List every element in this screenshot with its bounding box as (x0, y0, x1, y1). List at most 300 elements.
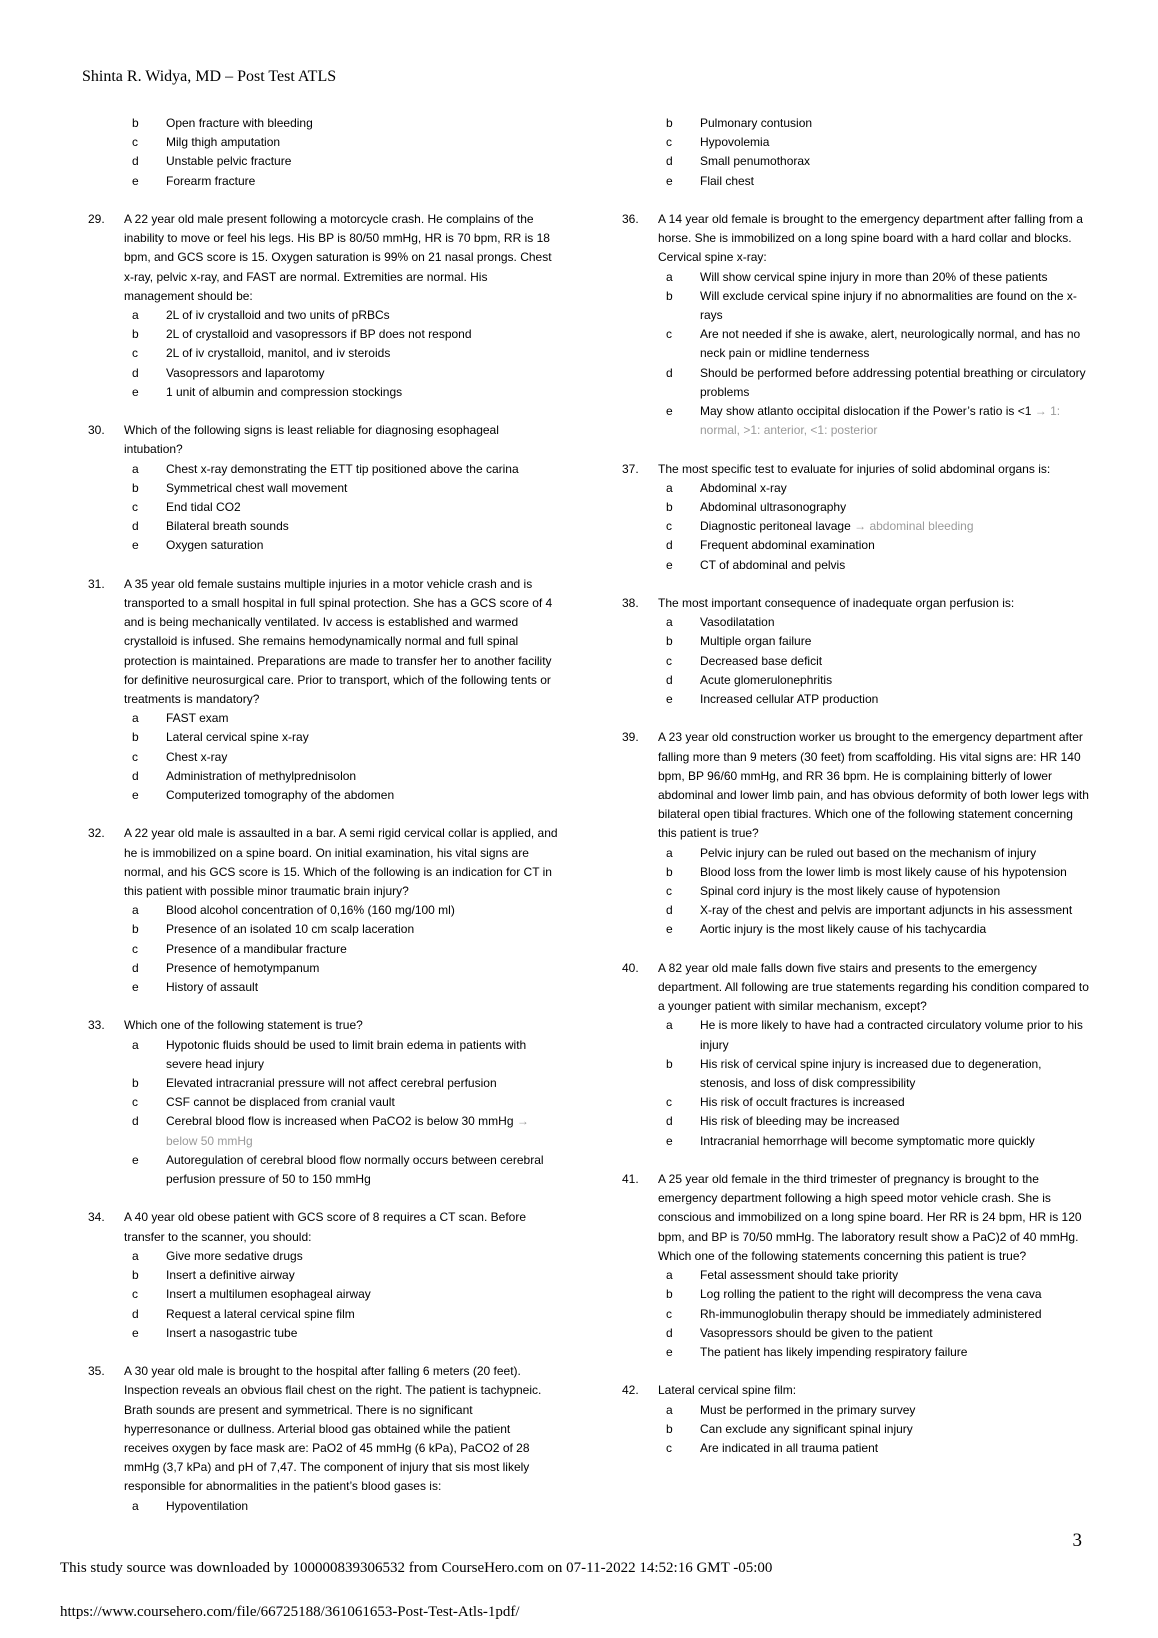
option-letter: c (666, 884, 672, 899)
option-letter: e (132, 384, 139, 399)
answer-option (658, 632, 1092, 651)
option-label: His risk of occult fractures is increased (700, 1095, 905, 1110)
question-text: Which one of the following statement is true? (124, 1018, 363, 1033)
option-label: Diagnostic peritoneal lavage (700, 519, 851, 534)
answer-option (658, 517, 1092, 536)
answer-option (124, 479, 558, 498)
option-letter: d (666, 154, 673, 169)
option-text (700, 1420, 1092, 1439)
question-number: 33. (88, 1018, 105, 1033)
answer-option (124, 920, 558, 939)
option-label: Abdominal x-ray (700, 480, 787, 495)
option-letter: c (666, 1440, 672, 1455)
answer-option (658, 1132, 1092, 1151)
option-label: Fetal assessment should take priority (700, 1268, 899, 1283)
option-text (166, 786, 558, 805)
question (622, 460, 1092, 575)
option-label: Pelvic injury can be ruled out based on the mechanism of injury (700, 845, 1037, 860)
option-letter: e (666, 1133, 673, 1148)
option-label: Small penumothorax (700, 154, 811, 169)
option-label: Hypoventilation (166, 1498, 249, 1513)
handwritten-note: → 1: normal, >1: anterior, <1: posterior (700, 404, 1061, 438)
answer-option (658, 287, 1092, 325)
page-number: 3 (1072, 1530, 1082, 1551)
answer-option (124, 1093, 558, 1112)
answer-option (658, 114, 1092, 133)
question-text: Lateral cervical spine film: (658, 1383, 797, 1398)
option-label: 2L of iv crystalloid and two units of pRBCs (166, 308, 390, 323)
option-label: Frequent abdominal examination (700, 538, 875, 553)
answer-option (124, 1036, 558, 1074)
option-label: 2L of iv crystalloid, manitol, and iv steroids (166, 346, 391, 361)
answer-option (658, 901, 1092, 920)
option-label: Must be performed in the primary survey (700, 1402, 916, 1417)
option-letter: a (666, 845, 673, 860)
option-text (700, 1055, 1092, 1093)
option-label: Acute glomerulonephritis (700, 672, 833, 687)
option-label: Lateral cervical spine x-ray (166, 730, 309, 745)
answer-option (658, 1055, 1092, 1093)
option-label: Are not needed if she is awake, alert, neurologically normal, and has no neck pain or midline tenderness (700, 327, 1081, 361)
answer-option (124, 1112, 558, 1150)
option-label: CT of abdominal and pelvis (700, 557, 846, 572)
option-letter: b (666, 634, 673, 649)
option-text (700, 1132, 1092, 1151)
option-label: May show atlanto occipital dislocation if the Power’s ratio is <1 (700, 404, 1032, 419)
option-text (166, 536, 558, 555)
question-text: A 82 year old male falls down five stairs and presents to the emergency department. All following are true statements regarding his condition compared to a younger patient with similar mechanism, except? (658, 960, 1089, 1014)
option-letter: b (132, 922, 139, 937)
option-text (166, 479, 558, 498)
option-text (166, 1305, 558, 1324)
answer-option (658, 1016, 1092, 1054)
question-text: A 14 year old female is brought to the emergency department after falling from a horse. She is immobilized on a long spine board with a hard collar and blocks. Cervical spine x-ray: (658, 212, 1083, 265)
option-letter: b (132, 116, 139, 130)
answer-option (124, 517, 558, 536)
option-label: He is more likely to have had a contracted circulatory volume prior to his injury (700, 1018, 1083, 1052)
option-text (700, 114, 1092, 133)
option-label: Vasopressors and laparotomy (166, 365, 325, 380)
answer-option (124, 172, 558, 191)
question (88, 421, 558, 555)
answer-option (658, 1305, 1092, 1324)
option-letter: d (132, 154, 139, 169)
question-number: 30. (88, 423, 105, 438)
option-letter: b (666, 1421, 673, 1436)
option-letter: e (666, 692, 673, 707)
option-label: Administration of methylprednisolon (166, 768, 357, 783)
question-number: 35. (88, 1364, 105, 1379)
option-letter: d (666, 903, 673, 918)
answer-option (658, 268, 1092, 287)
answer-option (658, 671, 1092, 690)
option-label: End tidal CO2 (166, 500, 241, 515)
answer-option (124, 940, 558, 959)
option-label: Blood loss from the lower limb is most likely cause of his hypotension (700, 864, 1067, 879)
option-text (700, 1093, 1092, 1112)
answer-option (124, 1305, 558, 1324)
answer-option (658, 364, 1092, 402)
option-text (700, 1343, 1092, 1362)
left-column (88, 114, 558, 1535)
option-letter: a (132, 711, 139, 726)
option-letter: e (666, 922, 673, 937)
answer-option (124, 709, 558, 728)
answer-option (124, 1324, 558, 1343)
question-number: 32. (88, 826, 105, 841)
option-letter: a (666, 1018, 673, 1033)
question-text: A 40 year old obese patient with GCS score of 8 requires a CT scan. Before transfer to the scanner, you should: (124, 1210, 526, 1244)
option-letter: e (132, 173, 139, 188)
question-number: 41. (622, 1172, 639, 1187)
answer-option (124, 728, 558, 747)
option-letter: c (666, 1306, 672, 1321)
option-text (166, 767, 558, 786)
option-label: Spinal cord injury is the most likely cause of hypotension (700, 884, 1001, 899)
option-label: Flail chest (700, 173, 755, 188)
option-text (700, 1016, 1092, 1054)
answer-option (124, 383, 558, 402)
option-text (700, 556, 1092, 575)
option-letter: e (666, 173, 673, 188)
answer-option (658, 882, 1092, 901)
option-text (166, 1151, 558, 1189)
question-text: A 25 year old female in the third trimester of pregnancy is brought to the emergency department following a high speed motor vehicle crash. She is conscious and immobilized on a long spine board. Her RR is 24 bpm, HR is 120 bpm, and BP is 70/50 mmHg. The laboratory result show a PaC)2 of 40 mmHg. Which one of the following statements concerning this patient is true? (658, 1172, 1082, 1263)
handwritten-note: → below 50 mmHg (166, 1114, 529, 1148)
option-text (700, 325, 1092, 363)
option-text (700, 402, 1092, 440)
option-label: CSF cannot be displaced from cranial vault (166, 1095, 395, 1110)
option-letter: a (132, 903, 139, 918)
option-label: X-ray of the chest and pelvis are important adjuncts in his assessment (700, 903, 1073, 918)
option-label: Milg thigh amputation (166, 135, 281, 150)
option-text (166, 114, 558, 133)
option-label: Aortic injury is the most likely cause of his tachycardia (700, 922, 987, 937)
question-text: Which of the following signs is least reliable for diagnosing esophageal intubation? (124, 423, 499, 457)
question (88, 210, 558, 402)
answer-option (658, 1112, 1092, 1131)
answer-option (124, 152, 558, 171)
option-text (700, 479, 1092, 498)
option-letter: a (666, 615, 673, 630)
answer-option (658, 863, 1092, 882)
answer-option (658, 152, 1092, 171)
answer-option (658, 613, 1092, 632)
option-label: Intracranial hemorrhage will become symptomatic more quickly (700, 1133, 1035, 1148)
answer-option (124, 306, 558, 325)
option-label: Presence of a mandibular fracture (166, 941, 347, 956)
footer-source-notice: This study source was downloaded by 100000839306532 from CourseHero.com on 07-11-2022 14:52:16 GMT -05:00 (60, 1560, 773, 1576)
answer-option (658, 133, 1092, 152)
option-label: Oxygen saturation (166, 538, 264, 553)
option-letter: a (132, 1037, 139, 1052)
answer-option (658, 479, 1092, 498)
option-letter: a (666, 480, 673, 495)
option-text (166, 940, 558, 959)
question (622, 1170, 1092, 1362)
answer-option (124, 1266, 558, 1285)
option-label: Blood alcohol concentration of 0,16% (160 mg/100 ml) (166, 903, 455, 918)
answer-option (658, 1401, 1092, 1420)
option-text (166, 1324, 558, 1343)
option-label: Unstable pelvic fracture (166, 154, 292, 169)
option-letter: c (132, 500, 138, 515)
answer-option (124, 114, 558, 133)
answer-option (124, 460, 558, 479)
option-label: Rh-immunoglobulin therapy should be immediately administered (700, 1306, 1042, 1321)
option-label: Cerebral blood flow is increased when PaCO2 is below 30 mmHg (166, 1114, 514, 1129)
answer-option (658, 172, 1092, 191)
question-number: 42. (622, 1383, 639, 1398)
question-number: 40. (622, 960, 639, 975)
option-label: Open fracture with bleeding (166, 116, 313, 130)
question-number: 29. (88, 212, 105, 226)
option-text (166, 1036, 558, 1074)
option-text (166, 1266, 558, 1285)
option-letter: a (666, 1402, 673, 1417)
option-text (700, 1305, 1092, 1324)
question-number: 38. (622, 596, 639, 611)
question-number: 36. (622, 212, 639, 226)
option-letter: d (132, 768, 139, 783)
option-text (700, 1439, 1092, 1458)
option-letter: d (666, 1114, 673, 1129)
option-label: History of assault (166, 980, 259, 995)
option-letter: a (132, 461, 139, 476)
option-text (700, 172, 1092, 191)
answer-option (124, 344, 558, 363)
option-text (700, 1266, 1092, 1285)
option-letter: b (666, 288, 673, 303)
option-letter: b (132, 1076, 139, 1091)
option-label: Bilateral breath sounds (166, 519, 289, 534)
option-letter: d (666, 672, 673, 687)
option-label: Vasopressors should be given to the patient (700, 1325, 933, 1340)
option-label: Hypotonic fluids should be used to limit brain edema in patients with severe head injury (166, 1037, 527, 1071)
answer-option (658, 556, 1092, 575)
handwritten-note: → abdominal bleeding (854, 519, 974, 534)
option-label: 1 unit of albumin and compression stockings (166, 384, 403, 399)
option-text (166, 172, 558, 191)
option-letter: c (132, 941, 138, 956)
option-text (166, 920, 558, 939)
option-label: Insert a nasogastric tube (166, 1325, 298, 1340)
option-label: Request a lateral cervical spine film (166, 1306, 355, 1321)
question (622, 210, 1092, 440)
option-label: Forearm fracture (166, 173, 256, 188)
answer-option (658, 1093, 1092, 1112)
question-number: 34. (88, 1210, 105, 1225)
option-text (700, 536, 1092, 555)
option-letter: d (132, 1114, 139, 1129)
answer-option (658, 402, 1092, 440)
option-text (700, 844, 1092, 863)
footer-url[interactable]: https://www.coursehero.com/file/66725188/361061653-Post-Test-Atls-1pdf/ (60, 1604, 520, 1620)
answer-option (658, 1343, 1092, 1362)
option-label: His risk of cervical spine injury is increased due to degeneration, stenosis, and loss of disk compressibility (700, 1056, 1042, 1091)
option-letter: c (132, 1095, 138, 1110)
option-text (166, 1112, 558, 1150)
answer-option (124, 325, 558, 344)
option-text (700, 632, 1092, 651)
option-letter: b (666, 116, 673, 130)
option-label: Vasodilatation (700, 615, 775, 630)
option-label: FAST exam (166, 711, 229, 726)
option-letter: b (132, 327, 139, 342)
answer-option (658, 920, 1092, 939)
question-text: The most important consequence of inadequate organ perfusion is: (658, 596, 1015, 611)
option-label: Give more sedative drugs (166, 1248, 303, 1263)
answer-option (124, 978, 558, 997)
option-letter: e (132, 538, 139, 553)
option-letter: e (132, 980, 139, 995)
option-text (166, 901, 558, 920)
answer-option (658, 690, 1092, 709)
question (622, 728, 1092, 939)
answer-option (658, 536, 1092, 555)
option-label: Increased cellular ATP production (700, 692, 879, 707)
option-text (166, 306, 558, 325)
option-text (166, 1285, 558, 1304)
option-label: Elevated intracranial pressure will not affect cerebral perfusion (166, 1076, 497, 1091)
answer-option (124, 1285, 558, 1304)
question-continuation (622, 114, 1092, 191)
answer-option (658, 1324, 1092, 1343)
option-letter: a (666, 1268, 673, 1283)
option-text (166, 1247, 558, 1266)
option-letter: a (132, 308, 139, 323)
option-text (166, 978, 558, 997)
option-text (700, 1112, 1092, 1131)
option-text (166, 517, 558, 536)
option-label: Symmetrical chest wall movement (166, 480, 348, 495)
option-label: Abdominal ultrasonography (700, 500, 847, 515)
answer-option (658, 1266, 1092, 1285)
option-letter: b (132, 480, 139, 495)
option-text (166, 344, 558, 363)
question-text: A 30 year old male is brought to the hospital after falling 6 meters (20 feet). Inspection reveals an obvious flail chest on the right. The patient is tachypneic. Brath sounds are present and symmetrical. There is no significant hyperresonance or dullness. Arterial blood gas obtained while the patient receives oxygen by face mask are: PaO2 of 45 mmHg (6 kPa), PaCO2 of 28 mmHg (3,7 kPa) and pH of 7,47. The component of injury that sis most likely responsible for abnormalities in the patient’s blood gases is: (124, 1364, 542, 1494)
option-text (700, 152, 1092, 171)
option-letter: b (132, 730, 139, 745)
option-letter: e (132, 1325, 139, 1340)
question (88, 1208, 558, 1342)
question-continuation (88, 114, 558, 191)
option-letter: c (132, 135, 138, 150)
option-text (700, 287, 1092, 325)
option-letter: d (132, 519, 139, 534)
option-text (700, 498, 1092, 517)
option-label: Pulmonary contusion (700, 116, 813, 130)
option-label: The patient has likely impending respiratory failure (700, 1344, 968, 1359)
option-label: His risk of bleeding may be increased (700, 1114, 900, 1129)
option-text (700, 133, 1092, 152)
answer-option (124, 536, 558, 555)
option-text (166, 728, 558, 747)
option-label: Computerized tomography of the abdomen (166, 788, 395, 803)
option-label: Will show cervical spine injury in more than 20% of these patients (700, 269, 1048, 284)
right-column (622, 114, 1092, 1477)
question (622, 594, 1092, 709)
option-letter: c (666, 653, 672, 668)
option-text (700, 920, 1092, 939)
answer-option (124, 901, 558, 920)
option-letter: d (132, 365, 139, 380)
option-label: Presence of an isolated 10 cm scalp laceration (166, 922, 415, 937)
option-label: Multiple organ failure (700, 634, 812, 649)
option-letter: d (666, 538, 673, 553)
question (88, 824, 558, 997)
option-letter: e (132, 788, 139, 803)
option-letter: c (666, 135, 672, 150)
option-label: Insert a multilumen esophageal airway (166, 1287, 371, 1302)
option-letter: b (666, 1056, 673, 1071)
option-letter: c (666, 519, 672, 534)
option-text (166, 709, 558, 728)
option-label: Are indicated in all trauma patient (700, 1440, 879, 1455)
question-text: A 35 year old female sustains multiple injuries in a motor vehicle crash and is transported to a small hospital in full spinal protection. She has a GCS score of 4 and is being mechanically ventilated. Iv access is established and warmed crystalloid is infused. She remains hemodynamically normal and full spinal protection is maintained. Preparations are made to transfer her to another facility for definitive neurosurgical care. Prior to transport, which of the following tents or treatments is mandatory? (124, 576, 553, 707)
answer-option (658, 1285, 1092, 1304)
option-text (166, 152, 558, 171)
answer-option (124, 498, 558, 517)
option-text (166, 133, 558, 152)
option-letter: e (666, 557, 673, 572)
answer-option (658, 1439, 1092, 1458)
option-text (700, 1285, 1092, 1304)
option-text (166, 364, 558, 383)
option-letter: d (666, 365, 673, 380)
option-label: Log rolling the patient to the right will decompress the vena cava (700, 1287, 1042, 1302)
question-number: 31. (88, 576, 105, 591)
option-label: Will exclude cervical spine injury if no abnormalities are found on the x-rays (700, 288, 1077, 323)
question (88, 575, 558, 805)
option-label: Insert a definitive airway (166, 1268, 295, 1283)
option-text (166, 1074, 558, 1093)
answer-option (124, 786, 558, 805)
option-letter: e (666, 404, 673, 419)
option-text (700, 268, 1092, 287)
option-letter: c (132, 346, 138, 361)
option-letter: c (132, 749, 138, 764)
option-text (700, 882, 1092, 901)
option-text (166, 748, 558, 767)
option-letter: b (132, 1268, 139, 1283)
page-header-title: Shinta R. Widya, MD – Post Test ATLS (82, 68, 337, 85)
question-text: A 22 year old male present following a motorcycle crash. He complains of the inability to move or feel his legs. His BP is 80/50 mmHg, HR is 70 bpm, RR is 18 bpm, and GCS score is 15. Oxygen saturation is 99% on 21 nasal prongs. Chest x-ray, pelvic x-ray, and FAST are normal. Extremities are normal. His management should be: (124, 212, 552, 303)
answer-option (124, 959, 558, 978)
answer-option (658, 1420, 1092, 1439)
question (622, 1381, 1092, 1458)
option-text (700, 652, 1092, 671)
option-text (700, 671, 1092, 690)
option-text (166, 498, 558, 517)
answer-option (124, 1074, 558, 1093)
answer-option (124, 767, 558, 786)
option-text (166, 383, 558, 402)
option-letter: b (666, 864, 673, 879)
answer-option (658, 652, 1092, 671)
option-letter: a (666, 269, 673, 284)
question-number: 37. (622, 461, 639, 476)
option-letter: c (132, 1287, 138, 1302)
option-text (166, 325, 558, 344)
answer-option (124, 1497, 558, 1516)
option-letter: b (666, 500, 673, 515)
answer-option (124, 1247, 558, 1266)
option-letter: a (132, 1248, 139, 1263)
answer-option (124, 364, 558, 383)
option-letter: c (666, 327, 672, 342)
option-text (166, 1497, 558, 1516)
